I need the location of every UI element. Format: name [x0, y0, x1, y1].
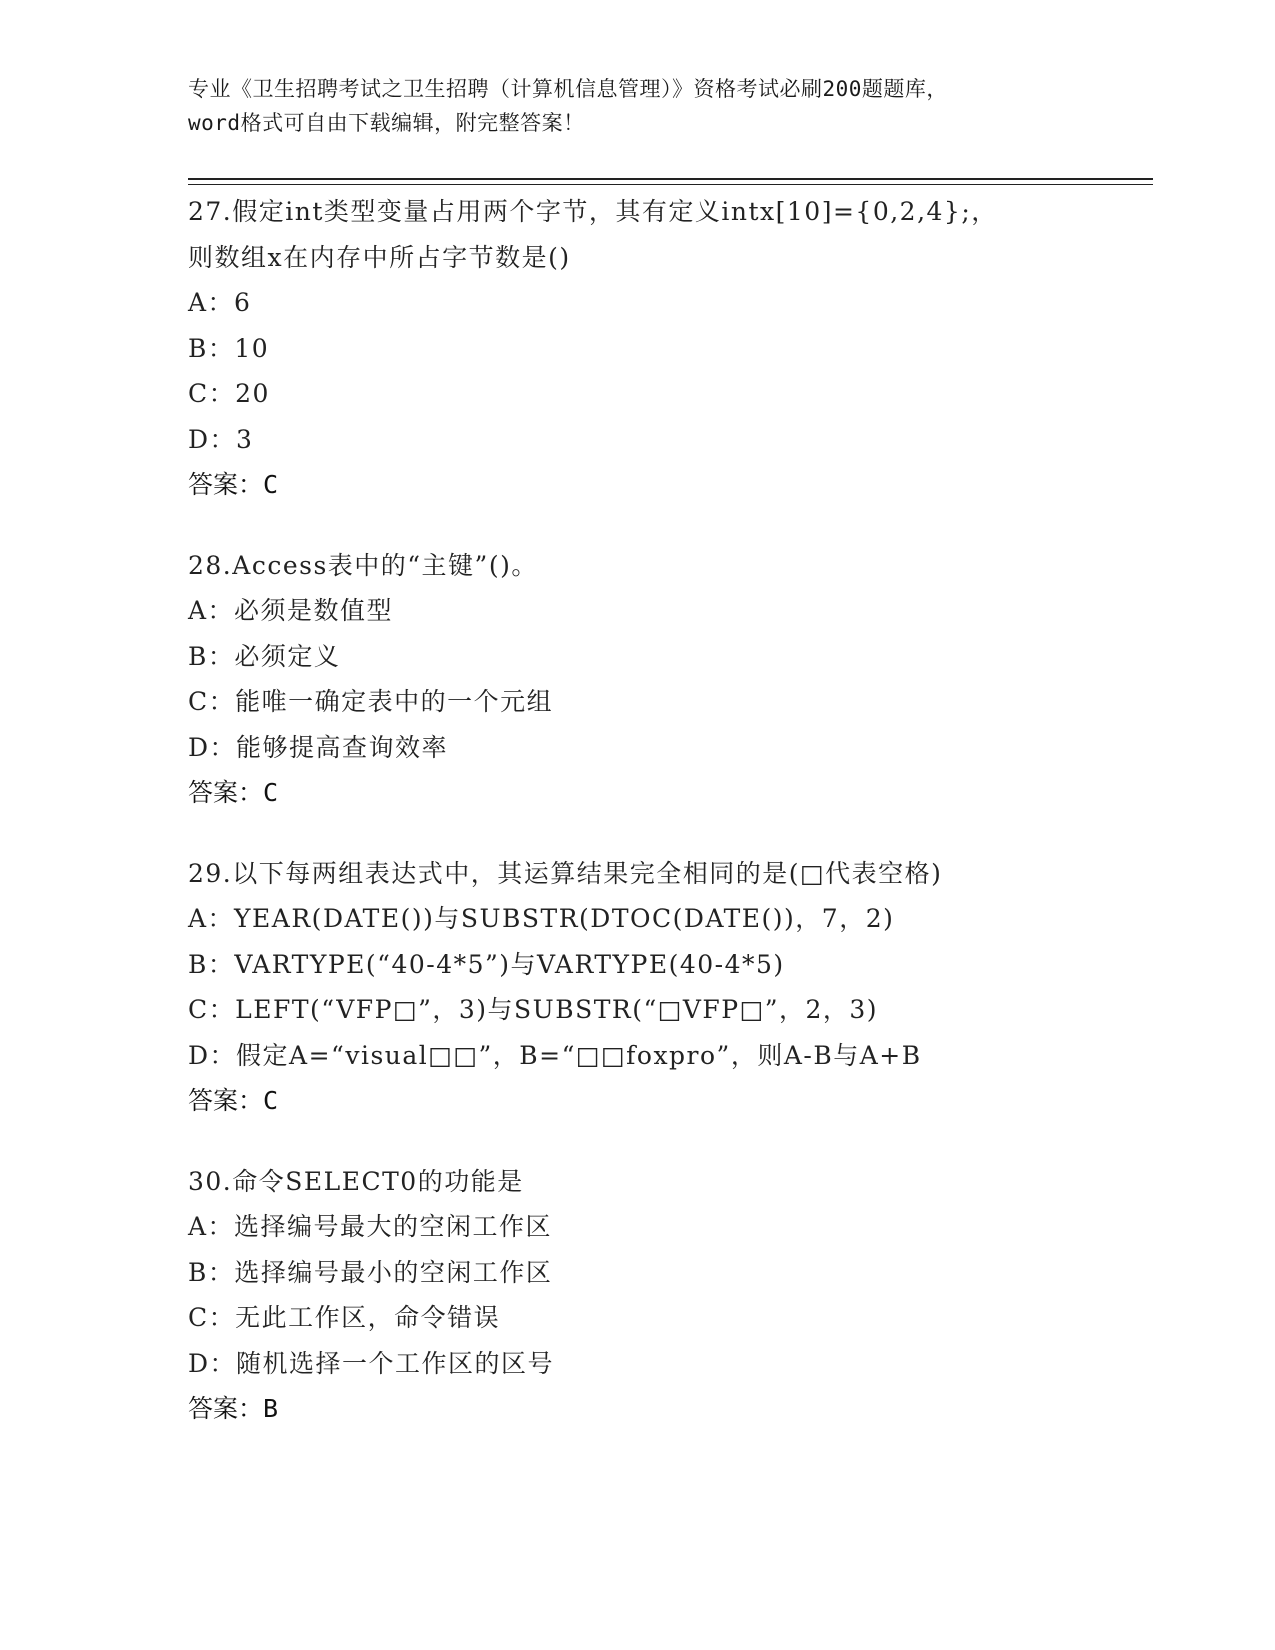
question-30: [188, 1159, 1148, 1432]
question-29: [188, 851, 1148, 1124]
option-d: D：3: [188, 424, 254, 454]
option-a: A：6: [188, 288, 252, 317]
question-stem: 30.命令SELECT0的功能是: [188, 1166, 524, 1196]
question-stem: 则数组x在内存中所占字节数是(): [188, 242, 571, 272]
option-c: C：无此工作区，命令错误: [188, 1303, 501, 1332]
option-c: C：能唯一确定表中的一个元组: [188, 687, 554, 716]
option-a: A：必须是数值型: [188, 596, 394, 625]
document-header: [188, 72, 1088, 140]
option-d: D：能够提高查询效率: [188, 732, 449, 762]
option-c: C：LEFT(“VFP□”，3)与SUBSTR(“□VFP□”，2，3): [188, 995, 879, 1024]
option-d: D：假定A=“visual□□”，B=“□□foxpro”，则A-B与A+B: [188, 1040, 922, 1070]
header-divider-thick: [188, 178, 1153, 180]
answer-line: 答案：C: [188, 470, 279, 499]
question-27: [188, 189, 1148, 508]
header-divider-thin: [188, 184, 1153, 185]
option-b: B：必须定义: [188, 641, 341, 671]
answer-line: 答案：C: [188, 1086, 279, 1115]
header-line-1: 专业《卫生招聘考试之卫生招聘（计算机信息管理）》资格考试必刷200题题库，: [188, 77, 948, 101]
option-b: B：选择编号最小的空闲工作区: [188, 1257, 553, 1287]
option-c: C：20: [188, 379, 270, 408]
answer-line: 答案：B: [188, 1394, 279, 1423]
question-stem: 27.假定int类型变量占用两个字节，其有定义intx[10]={0,2,4};，: [188, 197, 998, 226]
answer-line: 答案：C: [188, 778, 279, 807]
option-b: B：VARTYPE(“40-4*5”)与VARTYPE(40-4*5): [188, 949, 785, 979]
question-list: [188, 189, 1148, 1467]
question-stem: 28.Access表中的“主键”()。: [188, 550, 538, 580]
header-line-2: word格式可自由下载编辑，附完整答案！: [188, 111, 585, 135]
option-b: B：10: [188, 333, 270, 363]
option-a: A：YEAR(DATE())与SUBSTR(DTOC(DATE())，7，2): [188, 904, 895, 933]
question-28: [188, 543, 1148, 816]
option-d: D：随机选择一个工作区的区号: [188, 1348, 555, 1378]
question-stem: 29.以下每两组表达式中，其运算结果完全相同的是(□代表空格): [188, 858, 943, 888]
option-a: A：选择编号最大的空闲工作区: [188, 1212, 553, 1241]
